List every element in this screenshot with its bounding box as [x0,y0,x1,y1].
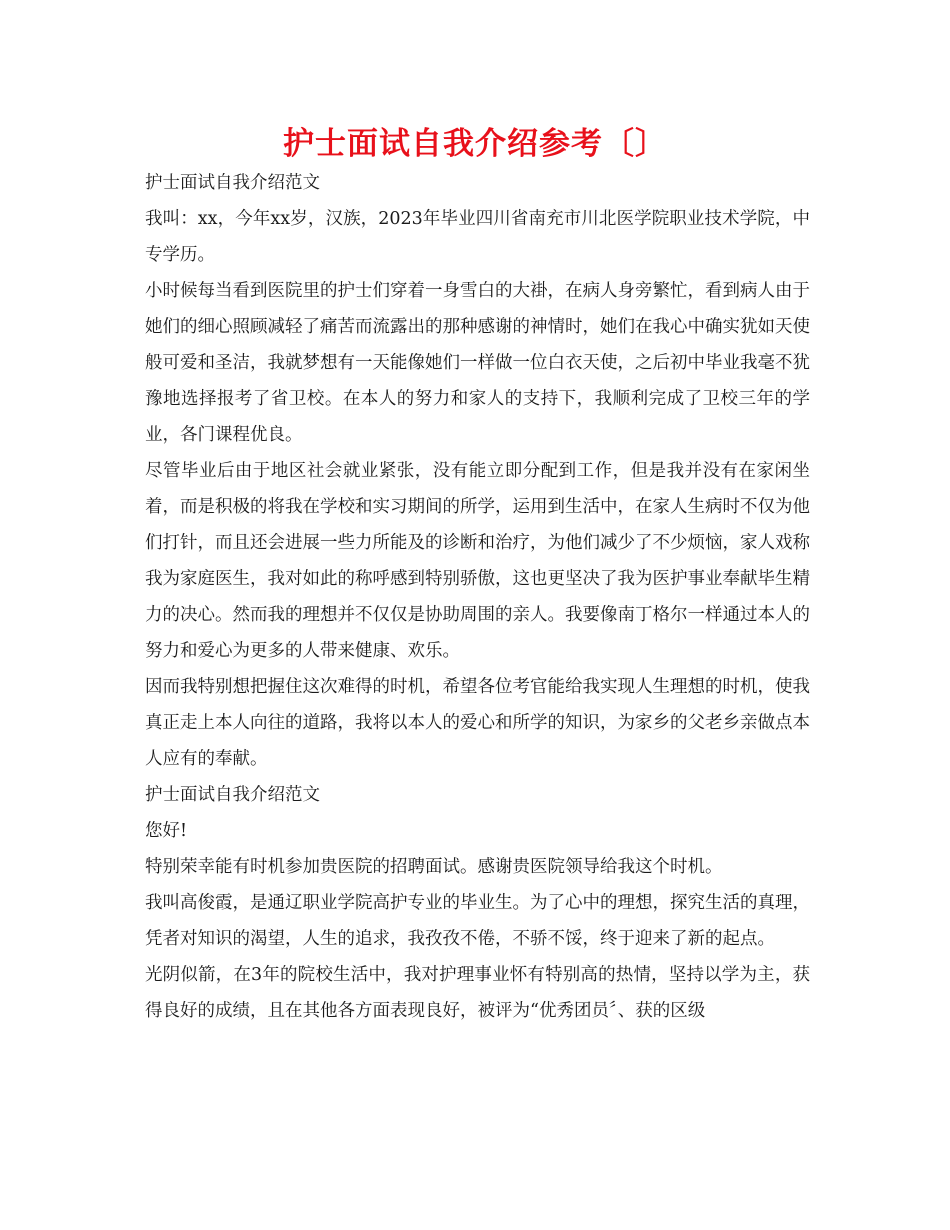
paragraph: 我叫高俊霞，是通辽职业学院高护专业的毕业生。为了心中的理想，探究生活的真理，凭者对知识的渴望，人生的追求，我孜孜不倦，不骄不馁，终于迎来了新的起点。 [145,893,810,949]
paragraph: 因而我特别想把握住这次难得的时机，希望各位考官能给我实现人生理想的时机，使我真正走上本人向往的道路，我将以本人的爱心和所学的知识，为家乡的父老乡亲做点本人应有的奉献。 [145,677,810,769]
paragraph: 我叫：xx，今年xx岁，汉族，2023年毕业四川省南充市川北医学院职业技术学院，中专学历。 [145,209,810,265]
section-heading: 护士面试自我介绍范文 [145,173,320,193]
greeting: 您好! [145,821,188,841]
document-title: 护士面试自我介绍参考〔〕 [283,126,667,162]
paragraph: 光阴似箭，在3年的院校生活中，我对护理事业怀有特别高的热情，坚持以学为主，获得良好的成绩，且在其他各方面表现良好，被评为“优秀团员〞、获的区级 [145,965,810,1021]
document-body [145,165,810,1029]
paragraph: 小时候每当看到医院里的护士们穿着一身雪白的大褂，在病人身旁繁忙，看到病人由于她们的细心照顾减轻了痛苦而流露出的那种感谢的神情时，她们在我心中确实犹如天使般可爱和圣洁，我就梦想有一天能像她们一样做一位白衣天使，之后初中毕业我毫不犹豫地选择报考了省卫校。在本人的努力和家人的支持下，我顺利完成了卫校三年的学业，各门课程优良。 [145,281,810,445]
paragraph: 尽管毕业后由于地区社会就业紧张，没有能立即分配到工作，但是我并没有在家闲坐着，而是积极的将我在学校和实习期间的所学，运用到生活中，在家人生病时不仅为他们打针，而且还会进展一些力所能及的诊断和治疗，为他们减少了不少烦恼，家人戏称我为家庭医生，我对如此的称呼感到特别骄傲，这也更坚决了我为医护事业奉献毕生精力的决心。然而我的理想并不仅仅是协助周围的亲人。我要像南丁格尔一样通过本人的努力和爱心为更多的人带来健康、欢乐。 [145,461,810,661]
paragraph: 特别荣幸能有时机参加贵医院的招聘面试。感谢贵医院领导给我这个时机。 [145,857,723,877]
section-heading: 护士面试自我介绍范文 [145,785,320,805]
